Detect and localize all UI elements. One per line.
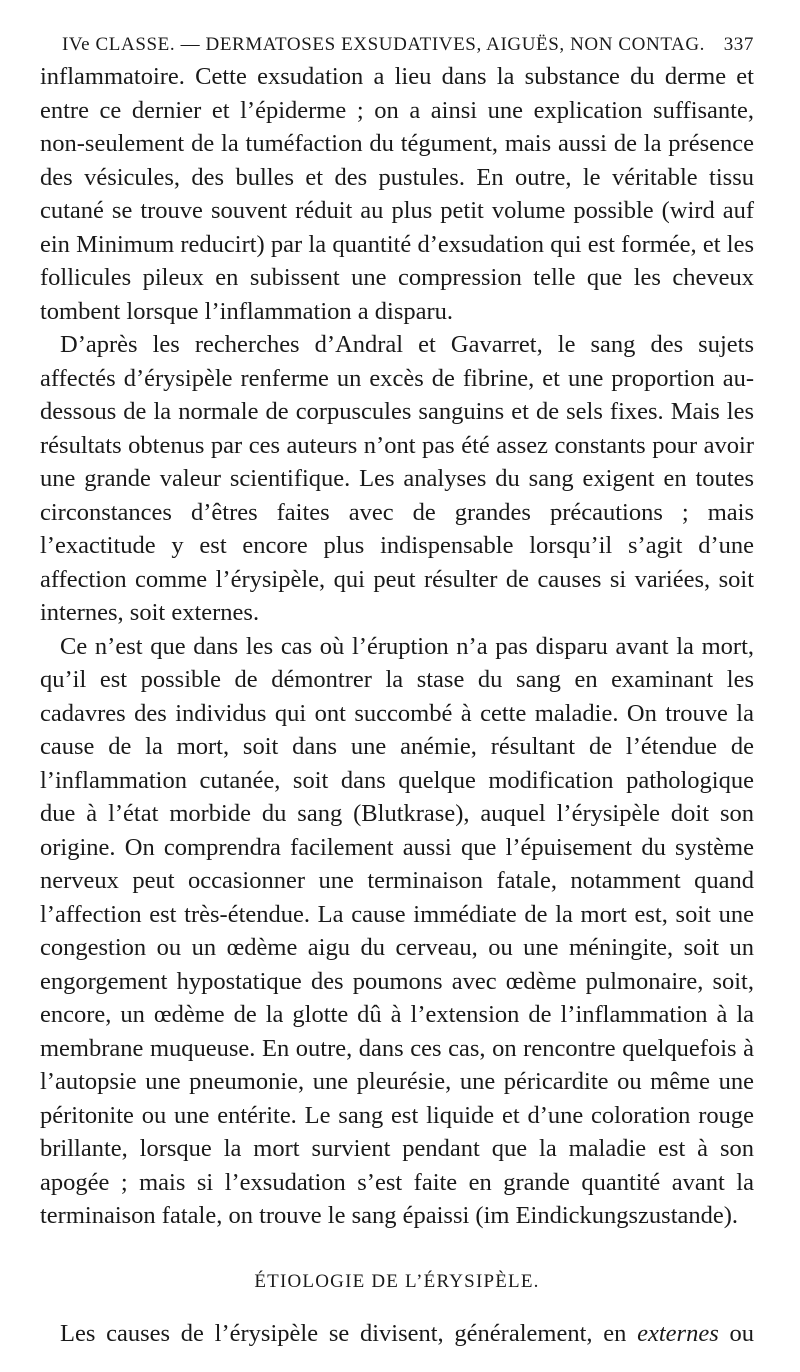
paragraph-continued: inflammatoire. Cette exsudation a lieu dans la substance du derme et entre ce dernier et l’épiderme ; on a ainsi une explication suffisante, non-seulement de la tuméfaction du tégument, mais aussi de la présence des vésicules, des bulles et des pustules. En outre, le véritable tissu cutané se trouve souvent réduit au plus petit volume possible (wird auf ein Minimum reducirt) par la quantité d’exsudation qui est formée, et les follicules pileux en subissent une compression telle que les cheveux tombent lorsque l’inflammation a disparu. bbox=[40, 63, 754, 325]
paragraph-start bbox=[40, 1317, 754, 1351]
paragraph: Ce n’est que dans les cas où l’éruption n’a pas disparu avant la mort, qu’il est possible de démontrer la stase du sang en examinant les cadavres des individus qui ont succombé à cette maladie. On trouve la cause de la mort, soit dans une anémie, résultant de l’étendue de l’inflammation cutanée, soit dans quelque modification pathologique due à l’état morbide du sang (Blutkrase), auquel l’érysipèle doit son origine. On comprendra facilement aussi que l’épuisement du système nerveux peut occasionner une terminaison fatale, notamment quand l’affection est très-étendue. La cause immédiate de la mort est, soit une congestion ou un œdème aigu du cerveau, ou une méningite, soit un engorgement hypostatique des poumons avec œdème pulmonaire, soit, encore, un œdème de la glotte dû à l’extension de l’inflammation à la membrane muqueuse. En outre, dans ces cas, on rencontre quelquefois à l’autopsie une pneumonie, une pleurésie, une péricardite ou même une péritonite ou une entérite. Le sang est liquide et d’une coloration rouge brillante, lorsque la mort survient pendant que la maladie est à son apogée ; mais si l’exsudation s’est faite en grande quantité avant la terminaison fatale, on trouve le sang épaissi (im Eindickungszustande). bbox=[40, 632, 754, 1229]
page-number: 337 bbox=[723, 34, 754, 55]
running-header bbox=[40, 30, 754, 60]
emphasized-word: externes bbox=[637, 1319, 719, 1347]
paragraph: D’après les recherches d’Andral et Gavarret, le sang des sujets affectés d’érysipèle renferme un excès de fibrine, et une proportion au-dessous de la normale de corpuscules sanguins et de sels fixes. Mais les résultats obtenus par ces auteurs n’ont pas été assez constants pour avoir une grande valeur scientifique. Les analyses du sang exigent en toutes circonstances d’êtres faites avec de grandes précautions ; mais l’exactitude y est encore plus indispensable lorsqu’il s’agit d’une affection comme l’érysipèle, qui peut résulter de causes si variées, soit internes, soit externes. bbox=[40, 331, 754, 626]
section-heading: ÉTIOLOGIE DE L’ÉRYSIPÈLE. bbox=[254, 1270, 540, 1292]
paragraph-start-tail: ou bbox=[729, 1319, 754, 1347]
body-text bbox=[40, 60, 754, 1233]
book-page bbox=[40, 30, 754, 1350]
running-title: IVe CLASSE. — DERMATOSES EXSUDATIVES, AIGUËS, NON CONTAG. bbox=[62, 34, 705, 55]
paragraph-start-text: Les causes de l’érysipèle se divisent, généralement, en bbox=[60, 1319, 627, 1347]
